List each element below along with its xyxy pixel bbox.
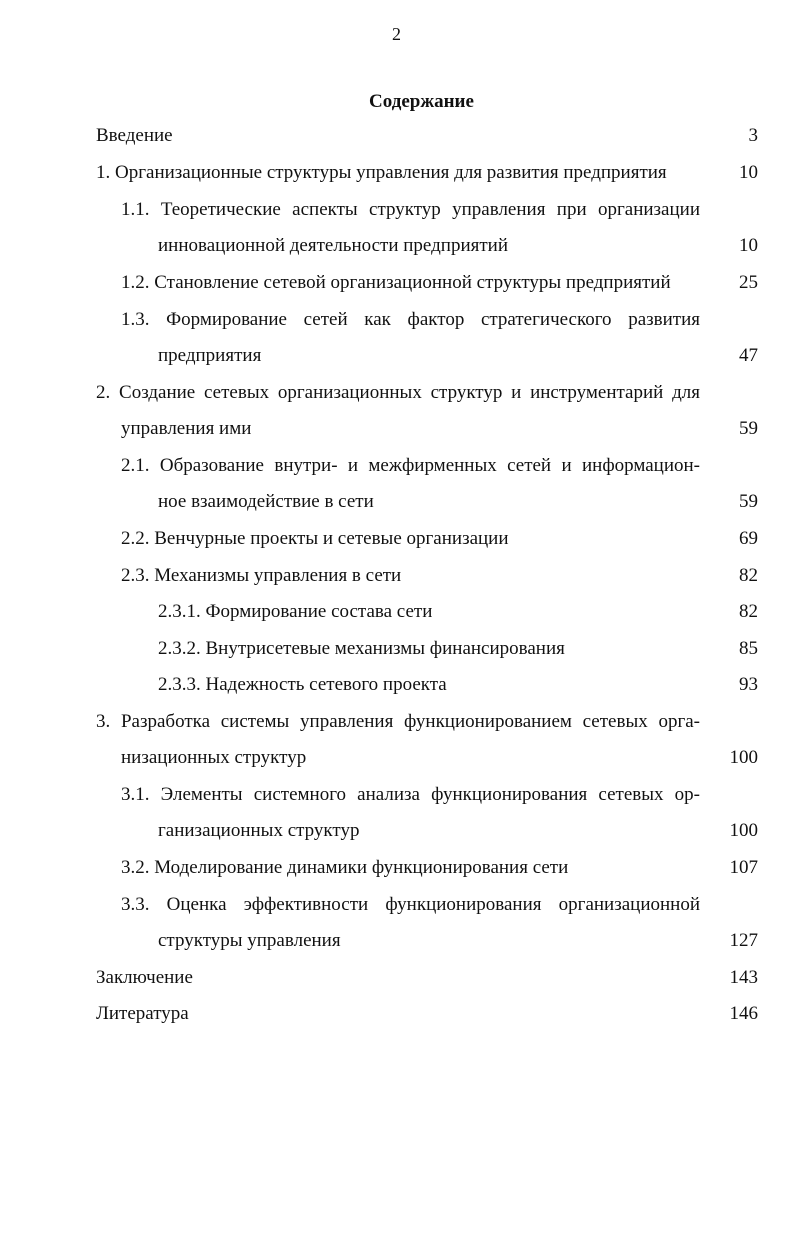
toc-entry-2-3-1[interactable] — [0, 598, 793, 626]
toc-entry-page: 146 — [729, 1003, 758, 1024]
toc-entry-text: 2.3.1. Формирование состава сети — [158, 601, 433, 622]
toc-entry-page: 100 — [729, 747, 758, 768]
toc-entry-chapter-2-line1[interactable] — [0, 379, 793, 407]
toc-entry-3-3-line2[interactable] — [0, 927, 793, 955]
toc-entry-text: структуры управления — [158, 930, 341, 951]
toc-entry-3-3-line1[interactable] — [0, 891, 793, 919]
toc-entry-page: 93 — [739, 674, 758, 695]
toc-entry-1-2[interactable] — [0, 269, 793, 297]
toc-entry-text: Заключение — [96, 967, 193, 988]
toc-entry-text: 3.2. Моделирование динамики функционирования сети — [121, 857, 569, 878]
toc-entry-page: 3 — [748, 125, 758, 146]
toc-entry-chapter-1[interactable] — [0, 159, 793, 187]
toc-entry-page: 82 — [739, 565, 758, 586]
toc-entry-text: 3. Разработка системы управления функционированием сетевых орга- — [96, 711, 700, 732]
toc-entry-chapter-3-line1[interactable] — [0, 708, 793, 736]
toc-entry-page: 127 — [729, 930, 758, 951]
toc-entry-text: 3.3. Оценка эффективности функционирования организационной — [121, 894, 700, 915]
toc-entry-3-2[interactable] — [0, 854, 793, 882]
toc-entry-text: Литература — [96, 1003, 189, 1024]
toc-entry-text: 1.1. Теоретические аспекты структур управления при организации — [121, 199, 700, 220]
toc-entry-text: предприятия — [158, 345, 262, 366]
toc-entry-2-3-2[interactable] — [0, 635, 793, 663]
toc-entry-text: 2. Создание сетевых организационных структур и инструментарий для — [96, 382, 700, 403]
toc-entry-page: 59 — [739, 418, 758, 439]
toc-entry-text: низационных структур — [121, 747, 307, 768]
toc-entry-3-1-line2[interactable] — [0, 817, 793, 845]
toc-title: Содержание — [369, 91, 474, 112]
toc-entry-page: 143 — [729, 967, 758, 988]
toc-entry-page: 100 — [729, 820, 758, 841]
toc-entry-1-1-line2[interactable] — [0, 232, 793, 260]
toc-entry-text: 2.3.2. Внутрисетевые механизмы финансирования — [158, 638, 565, 659]
toc-entry-3-1-line1[interactable] — [0, 781, 793, 809]
toc-entry-text: 1. Организационные структуры управления для развития предприятия — [96, 162, 667, 183]
toc-entry-page: 10 — [739, 235, 758, 256]
toc-entry-text: 2.3.3. Надежность сетевого проекта — [158, 674, 447, 695]
toc-entry-1-3-line2[interactable] — [0, 342, 793, 370]
toc-entry-page: 10 — [739, 162, 758, 183]
toc-entry-page: 25 — [739, 272, 758, 293]
toc-entry-2-3[interactable] — [0, 562, 793, 590]
toc-entry-page: 47 — [739, 345, 758, 366]
page-number: 2 — [392, 24, 401, 44]
toc-entry-2-2[interactable] — [0, 525, 793, 553]
toc-entry-page: 82 — [739, 601, 758, 622]
toc-entry-2-3-3[interactable] — [0, 671, 793, 699]
toc-entry-page: 107 — [729, 857, 758, 878]
toc-entry-intro[interactable] — [0, 122, 793, 150]
toc-entry-text: 3.1. Элементы системного анализа функционирования сетевых ор- — [121, 784, 700, 805]
toc-entry-chapter-2-line2[interactable] — [0, 415, 793, 443]
toc-entry-conclusion[interactable] — [0, 964, 793, 992]
toc-entry-text: ное взаимодействие в сети — [158, 491, 374, 512]
toc-entry-text: 1.2. Становление сетевой организационной структуры предприятий — [121, 272, 671, 293]
toc-entry-2-1-line2[interactable] — [0, 488, 793, 516]
toc-entry-page: 59 — [739, 491, 758, 512]
toc-entry-chapter-3-line2[interactable] — [0, 744, 793, 772]
toc-entry-text: 2.2. Венчурные проекты и сетевые организации — [121, 528, 509, 549]
toc-entry-literature[interactable] — [0, 1000, 793, 1028]
toc-entry-2-1-line1[interactable] — [0, 452, 793, 480]
toc-entry-text: 2.3. Механизмы управления в сети — [121, 565, 402, 586]
toc-entry-text: 1.3. Формирование сетей как фактор стратегического развития — [121, 309, 700, 330]
toc-entry-text: ганизационных структур — [158, 820, 360, 841]
toc-entry-text: управления ими — [121, 418, 252, 439]
toc-entry-1-1-line1[interactable] — [0, 196, 793, 224]
toc-entry-page: 69 — [739, 528, 758, 549]
toc-entry-text: Введение — [96, 125, 173, 146]
toc-entry-1-3-line1[interactable] — [0, 306, 793, 334]
toc-entry-text: 2.1. Образование внутри- и межфирменных сетей и информацион- — [121, 455, 700, 476]
toc-entry-page: 85 — [739, 638, 758, 659]
toc-entry-text: инновационной деятельности предприятий — [158, 235, 508, 256]
